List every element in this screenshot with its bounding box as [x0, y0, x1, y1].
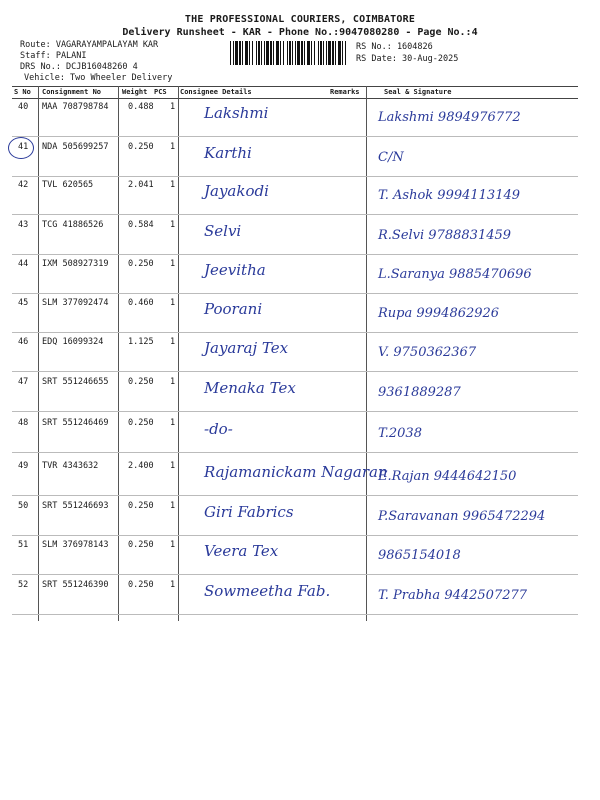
row-sno: 45	[18, 298, 29, 308]
row-separator	[12, 254, 578, 255]
row-consignment-no: IXM 508927319	[42, 259, 109, 269]
row-sno: 40	[18, 102, 29, 112]
row-sno: 48	[18, 418, 29, 428]
drs-label: DRS No.: DCJB16048260 4	[20, 62, 138, 72]
row-pcs: 1	[170, 298, 176, 308]
row-consignment-no: SRT 551246693	[42, 501, 109, 511]
row-weight: 0.488	[128, 102, 154, 112]
row-pcs: 1	[170, 580, 176, 590]
row-consignee-handwritten: Sowmeetha Fab.	[204, 582, 331, 600]
row-sno: 46	[18, 337, 29, 347]
col-divider	[38, 86, 39, 621]
col-sno: S No	[14, 88, 31, 96]
col-consignee: Consignee Details	[180, 88, 252, 96]
row-separator	[12, 411, 578, 412]
row-consignment-no: SLM 376978143	[42, 540, 109, 550]
row-weight: 2.041	[128, 180, 154, 190]
col-divider	[178, 86, 179, 621]
col-seal: Seal & Signature	[384, 88, 452, 96]
row-consignment-no: TCG 41886526	[42, 220, 104, 230]
row-sno: 47	[18, 377, 29, 387]
row-consignee-handwritten: Jayakodi	[204, 182, 269, 200]
row-pcs: 1	[170, 501, 176, 511]
row-weight: 0.584	[128, 220, 154, 230]
header-top-rule	[12, 86, 578, 87]
row-pcs: 1	[170, 259, 176, 269]
barcode	[230, 41, 348, 65]
row-seal-signature-handwritten: C/N	[378, 150, 404, 165]
row-consignee-handwritten: Poorani	[204, 300, 263, 318]
vehicle-label: Vehicle: Two Wheeler Delivery	[24, 73, 173, 83]
col-pcs: PCS	[154, 88, 167, 96]
row-consignee-handwritten: Jayaraj Tex	[204, 339, 289, 357]
row-seal-signature-handwritten: Lakshmi 9894976772	[378, 110, 521, 125]
row-consignment-no: NDA 505699257	[42, 142, 109, 152]
row-pcs: 1	[170, 102, 176, 112]
page-subtitle: Delivery Runsheet - KAR - Phone No.:9047080280 - Page No.:4	[122, 27, 478, 38]
row-consignment-no: SRT 551246469	[42, 418, 109, 428]
row-consignee-handwritten: Rajamanickam Nagaran	[204, 463, 388, 481]
row-consignee-handwritten: Selvi	[204, 222, 242, 240]
row-seal-signature-handwritten: T.2038	[378, 426, 422, 441]
row-seal-signature-handwritten: Rupa 9994862926	[378, 306, 500, 321]
row-consignment-no: SLM 377092474	[42, 298, 109, 308]
row-weight: 0.250	[128, 580, 154, 590]
row-seal-signature-handwritten: P.Saravanan 9965472294	[378, 509, 546, 524]
row-consignee-handwritten: Giri Fabrics	[204, 503, 294, 521]
row-consignee-handwritten: -do-	[204, 420, 233, 438]
row-41-circle-mark	[8, 137, 34, 159]
rs-date: RS Date: 30-Aug-2025	[356, 54, 459, 64]
row-separator	[12, 136, 578, 137]
row-weight: 0.250	[128, 540, 154, 550]
row-weight: 0.460	[128, 298, 154, 308]
row-separator	[12, 293, 578, 294]
rs-no: RS No.: 1604826	[356, 42, 433, 52]
row-pcs: 1	[170, 461, 176, 471]
row-pcs: 1	[170, 142, 176, 152]
row-weight: 0.250	[128, 142, 154, 152]
col-divider	[118, 86, 119, 621]
row-seal-signature-handwritten: T. Ashok 9994113149	[378, 188, 521, 203]
row-sno: 41	[18, 142, 29, 152]
row-separator	[12, 371, 578, 372]
row-weight: 1.125	[128, 337, 154, 347]
row-seal-signature-handwritten: E.Rajan 9444642150	[378, 469, 517, 484]
row-pcs: 1	[170, 337, 176, 347]
row-sno: 42	[18, 180, 29, 190]
row-pcs: 1	[170, 180, 176, 190]
row-separator	[12, 535, 578, 536]
header-bottom-rule	[12, 98, 578, 99]
row-sno: 43	[18, 220, 29, 230]
row-sno: 52	[18, 580, 29, 590]
row-seal-signature-handwritten: 9361889287	[378, 385, 461, 400]
row-separator	[12, 495, 578, 496]
row-seal-signature-handwritten: L.Saranya 9885470696	[378, 267, 532, 282]
row-pcs: 1	[170, 418, 176, 428]
row-pcs: 1	[170, 540, 176, 550]
row-consignment-no: TVL 620565	[42, 180, 94, 190]
row-consignee-handwritten: Lakshmi	[204, 104, 269, 122]
col-divider	[366, 86, 367, 621]
row-consignee-handwritten: Jeevitha	[204, 261, 266, 279]
row-consignee-handwritten: Menaka Tex	[204, 379, 296, 397]
row-separator	[12, 176, 578, 177]
row-consignment-no: EDQ 16099324	[42, 337, 104, 347]
row-consignment-no: SRT 551246390	[42, 580, 109, 590]
row-separator	[12, 614, 578, 615]
route-label: Route: VAGARAYAMPALAYAM KAR	[20, 40, 159, 50]
row-consignee-handwritten: Veera Tex	[204, 542, 279, 560]
row-sno: 50	[18, 501, 29, 511]
row-pcs: 1	[170, 377, 176, 387]
row-weight: 0.250	[128, 259, 154, 269]
row-seal-signature-handwritten: T. Prabha 9442507277	[378, 588, 528, 603]
row-separator	[12, 332, 578, 333]
row-weight: 0.250	[128, 377, 154, 387]
row-consignment-no: SRT 551246655	[42, 377, 109, 387]
row-sno: 51	[18, 540, 29, 550]
col-remarks: Remarks	[330, 88, 360, 96]
row-sno: 44	[18, 259, 29, 269]
row-separator	[12, 574, 578, 575]
row-sno: 49	[18, 461, 29, 471]
row-consignment-no: MAA 708798784	[42, 102, 109, 112]
row-separator	[12, 452, 578, 453]
row-pcs: 1	[170, 220, 176, 230]
col-consignment: Consignment No	[42, 88, 102, 96]
rs-info	[356, 41, 458, 65]
row-separator	[12, 214, 578, 215]
col-weight: Weight	[122, 88, 148, 96]
row-consignee-handwritten: Karthi	[204, 144, 252, 162]
row-seal-signature-handwritten: R.Selvi 9788831459	[378, 228, 512, 243]
page-title: THE PROFESSIONAL COURIERS, COIMBATORE	[184, 14, 416, 25]
staff-label: Staff: PALANI	[20, 51, 87, 61]
row-consignment-no: TVR 4343632	[42, 461, 99, 471]
row-weight: 2.400	[128, 461, 154, 471]
row-seal-signature-handwritten: 9865154018	[378, 548, 461, 563]
row-weight: 0.250	[128, 418, 154, 428]
row-seal-signature-handwritten: V. 9750362367	[378, 345, 477, 360]
row-weight: 0.250	[128, 501, 154, 511]
